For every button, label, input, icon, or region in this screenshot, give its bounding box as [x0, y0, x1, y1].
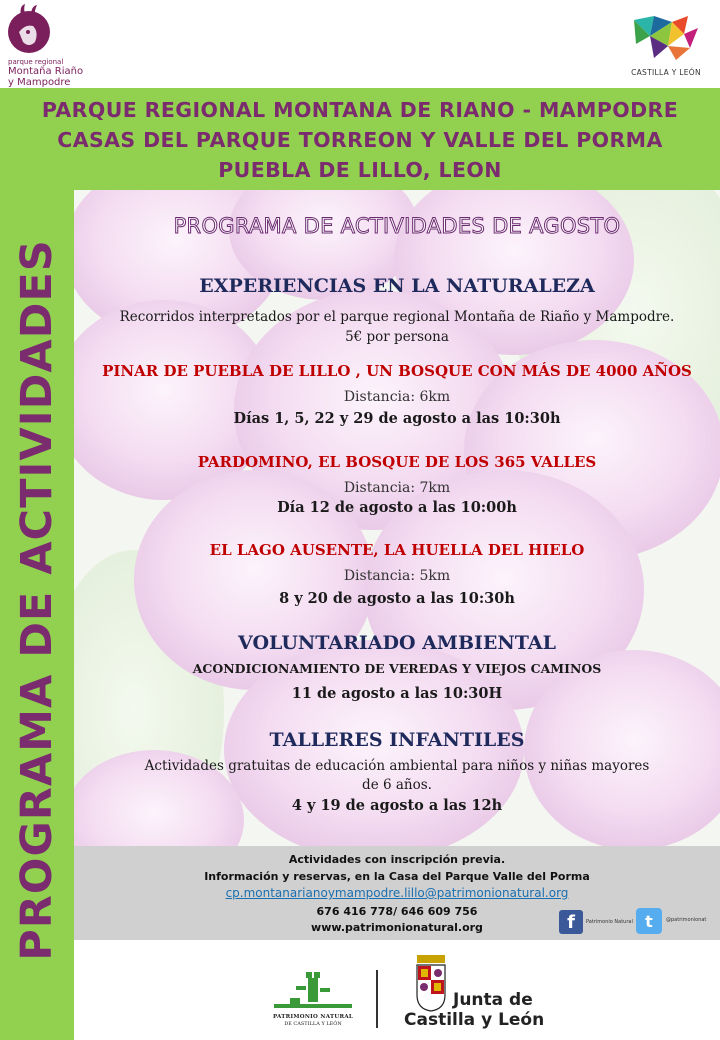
route-3-title: EL LAGO AUSENTE, LA HUELLA DEL HIELO	[209, 541, 585, 559]
email-link[interactable]: cp.montanarianoymampodre.lillo@patrimonionatural.org	[225, 886, 569, 900]
castilla-y-leon-logo	[624, 12, 708, 82]
talleres-date: 4 y 19 de agosto a las 12h	[291, 797, 503, 814]
talleres-desc-2: de 6 años.	[362, 777, 432, 793]
junta-logo-text-1: Junta de	[453, 990, 533, 1010]
sidebar-vertical-title: PROGRAMA DE ACTIVIDADES	[12, 239, 62, 961]
junta-logo-text-2: Castilla y León	[404, 1010, 545, 1030]
route-1-distance: Distancia: 6km	[343, 389, 451, 405]
twitter-label: @patrimonionat	[666, 917, 707, 923]
facebook-label: Patrimonio Natural	[586, 919, 633, 925]
park-logo	[4, 2, 84, 86]
route-2-distance: Distancia: 7km	[343, 480, 451, 496]
voluntariado-title: VOLUNTARIADO AMBIENTAL	[238, 632, 556, 654]
route-1-title: PINAR DE PUEBLA DE LILLO , UN BOSQUE CON MÁS DE 4000 AÑOS	[102, 362, 692, 380]
title-line-3: PUEBLA DE LILLO, LEON	[218, 158, 502, 182]
footer-divider	[376, 970, 378, 1028]
info-phones: 676 416 778/ 646 609 756	[316, 905, 478, 918]
program-heading: PROGRAMA DE ACTIVIDADES DE AGOSTO	[173, 214, 621, 238]
info-inscripcion: Actividades con inscripción previa.	[288, 853, 506, 866]
patrimonio-natural-icon	[270, 968, 356, 1014]
experiencias-desc-1: Recorridos interpretados por el parque regional Montaña de Riaño y Mampodre.	[119, 309, 675, 325]
title-line-2: CASAS DEL PARQUE TORREON Y VALLE DEL PORMA	[57, 128, 663, 152]
talleres-desc-1: Actividades gratuitas de educación ambiental para niños y niñas mayores	[144, 758, 650, 774]
park-logo-name-2: y Mampodre	[8, 77, 71, 88]
patrimonio-natural-logo	[270, 968, 356, 1028]
route-2-title: PARDOMINO, EL BOSQUE DE LOS 365 VALLES	[197, 453, 597, 471]
park-logo-small-text: parque regional	[8, 58, 64, 66]
experiencias-title: EXPERIENCIAS EN LA NATURALEZA	[199, 275, 595, 297]
junta-shield-icon	[413, 953, 449, 1013]
talleres-title: TALLERES INFANTILES	[269, 729, 525, 751]
experiencias-desc-2: 5€ por persona	[345, 329, 449, 345]
voluntariado-subtitle: ACONDICIONAMIENTO DE VEREDAS Y VIEJOS CAMINOS	[192, 661, 602, 676]
pn-logo-text-2: DE CASTILLA Y LEÓN	[284, 1021, 342, 1027]
castilla-leon-geometric-icon	[624, 12, 708, 66]
pn-logo-text-1: PATRIMONIO NATURAL	[272, 1014, 354, 1020]
header	[0, 0, 720, 88]
info-reservas: Información y reservas, en la Casa del Parque Valle del Porma	[204, 870, 590, 883]
voluntariado-date: 11 de agosto a las 10:30H	[291, 685, 503, 702]
title-band	[0, 88, 720, 190]
twitter-icon[interactable]: t	[636, 908, 662, 934]
route-3-distance: Distancia: 5km	[343, 568, 451, 584]
route-1-date: Días 1, 5, 22 y 29 de agosto a las 10:30h	[233, 410, 561, 427]
facebook-icon[interactable]: f	[559, 910, 583, 934]
footer	[74, 940, 720, 1040]
route-3-date: 8 y 20 de agosto a las 10:30h	[279, 590, 515, 607]
title-line-1: PARQUE REGIONAL MONTANA DE RIANO - MAMPODRE	[41, 98, 679, 122]
park-logo-name-1: Montaña Riaño	[8, 66, 84, 77]
castilla-leon-logo-text: CASTILLA Y LEÓN	[631, 68, 701, 77]
info-web[interactable]: www.patrimonionatural.org	[311, 921, 483, 934]
route-2-date: Día 12 de agosto a las 10:00h	[277, 499, 517, 516]
info-email-row	[74, 886, 720, 900]
chamois-logo-icon	[7, 2, 51, 60]
